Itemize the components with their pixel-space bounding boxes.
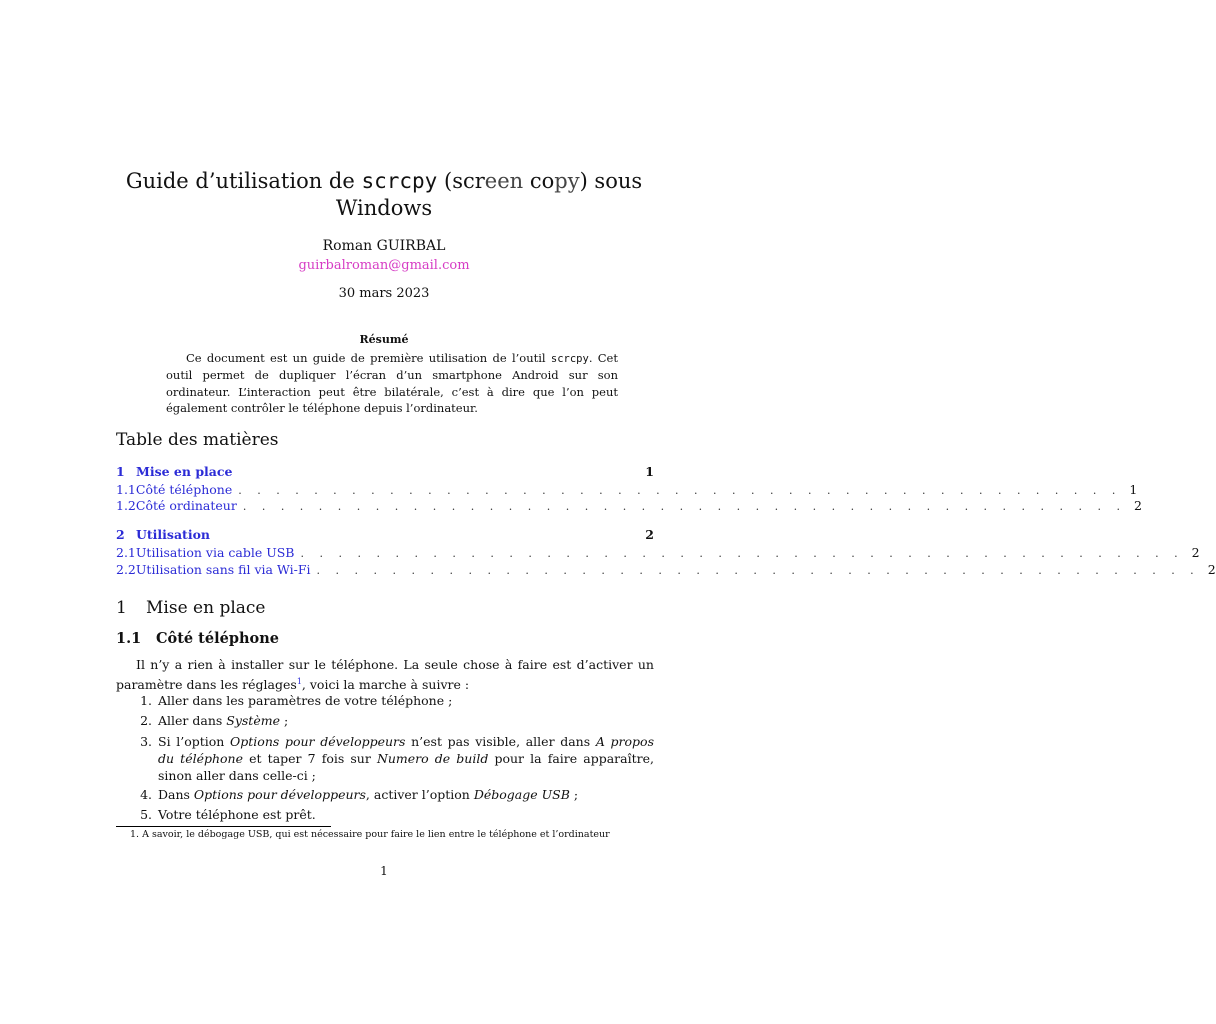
body-paragraph: Il n’y a rien à installer sur le téléphone. La seule chose à faire est d’activer un paramètre dans les réglages$^1$, voici la marche à suivre :	[116, 657, 654, 693]
author: Roman GUIRBAL	[322, 238, 446, 254]
toc-title: Table des matières	[116, 430, 279, 450]
list-item: 1. Aller dans les paramètres de votre téléphone ;	[140, 693, 453, 708]
toc-entry-subsection-2-1[interactable]: 2.1 Utilisation via cable USB . . . . . . . . . . . . . . . . . . . . . . . . . . . . . . . . . . . . . . . . . . . . . . . 2	[116, 545, 1200, 560]
document-date: 30 mars 2023	[338, 286, 430, 301]
title-code: scrcpy	[361, 169, 438, 193]
subsection-heading-1-1: 1.1 Côté téléphone	[116, 630, 279, 647]
list-item: 5. Votre téléphone est prêt.	[140, 807, 316, 822]
section-heading-1: 1 Mise en place	[116, 598, 266, 618]
list-item: 2. Aller dans Système ;	[140, 713, 289, 728]
footnote-marker[interactable]: 1	[296, 677, 302, 686]
toc-entry-subsection-1-2[interactable]: 1.2 Côté ordinateur . . . . . . . . . . . . . . . . . . . . . . . . . . . . . . . . . . . . . . . . . . . . . . . 2	[116, 498, 1142, 513]
toc-entry-subsection-2-2[interactable]: 2.2 Utilisation sans fil via Wi-Fi . . . . . . . . . . . . . . . . . . . . . . . . . . . . . . . . . . . . . . . . . . . . . . . 2	[116, 562, 1216, 577]
footnote: 1. A savoir, le débogage USB, qui est nécessaire pour faire le lien entre le téléphone et l’ordinateur	[130, 829, 610, 840]
abstract-heading: Résumé	[359, 333, 409, 346]
footnote-rule	[116, 826, 331, 827]
list-item: 3. Si l’option Options pour développeurs n’est pas visible, aller dans A propos du téléphone et taper 7 fois sur Numero de build pour la faire apparaître, sinon aller dans celle-ci ;	[140, 734, 654, 783]
author-email-link[interactable]: guirbalroman@gmail.com	[298, 258, 470, 273]
toc-leader-dots: . . . . . . . . . . . . . . . . . . . . . . . . . . . . . . . . . . . . . . . . . . . . . . .	[316, 564, 1200, 577]
abstract-code: scrcpy	[550, 353, 589, 365]
toc-entry-section-2[interactable]: 2 Utilisation 2	[116, 527, 654, 542]
toc-entry-section-1[interactable]: 1 Mise en place 1	[116, 464, 654, 479]
toc-entry-subsection-1-1[interactable]: 1.1 Côté téléphone . . . . . . . . . . . . . . . . . . . . . . . . . . . . . . . . . . . . . . . . . . . . . . . 1	[116, 482, 1138, 497]
toc-leader-dots: . . . . . . . . . . . . . . . . . . . . . . . . . . . . . . . . . . . . . . . . . . . . . . .	[238, 484, 1122, 497]
list-item: 4. Dans Options pour développeurs, activer l’option Débogage USB ;	[140, 787, 579, 802]
abstract-text: Ce document est un guide de première utilisation de l’outil scrcpy. Cet outil permet de dupliquer l’écran d’un smartphone Android sur son ordinateur. L’interaction peut être bilatérale, c’est à dire que l’on peut également contrôler le téléphone depuis l’ordinateur.	[166, 351, 618, 416]
toc-leader-dots: . . . . . . . . . . . . . . . . . . . . . . . . . . . . . . . . . . . . . . . . . . . . . . .	[300, 547, 1184, 560]
page-number: 1	[380, 864, 388, 878]
document-title: Guide d’utilisation de scrcpy (screen copy) sous Windows	[125, 169, 643, 220]
toc-leader-dots: . . . . . . . . . . . . . . . . . . . . . . . . . . . . . . . . . . . . . . . . . . . . . . .	[242, 500, 1127, 513]
